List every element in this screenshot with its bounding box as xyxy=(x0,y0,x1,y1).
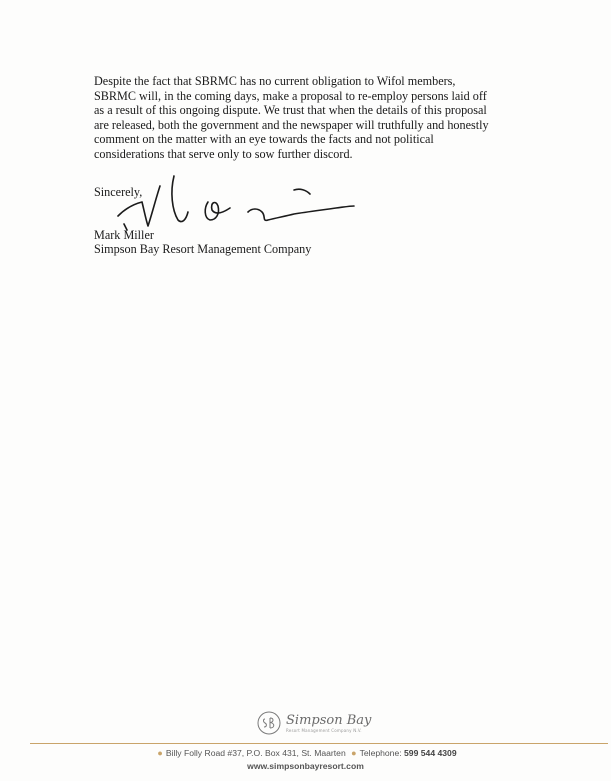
footer-address: Billy Folly Road #37, P.O. Box 431, St. Maarten xyxy=(165,748,346,758)
company-logo xyxy=(256,710,371,736)
footer-website: www.simpsonbayresort.com xyxy=(247,761,364,771)
sb-monogram-icon xyxy=(256,710,282,736)
bullet-icon: ● xyxy=(157,748,163,758)
signer-name: Mark Miller xyxy=(94,228,154,242)
telephone-number: 599 544 4309 xyxy=(404,748,457,758)
letter-body-paragraph: Despite the fact that SBRMC has no current obligation to Wifol members, SBRMC will, in the coming days, make a proposal to re-employ persons laid off as a result of this ongoing dispute. We trust that when the details of this proposal are released, both the government and the newspaper will truthfully and honestly comment on the matter with an eye towards the facts and not political considerations that serve only to sow further discord. xyxy=(94,74,489,161)
footer-address-line xyxy=(0,748,611,758)
logo-name: Simpson Bay xyxy=(286,712,372,728)
letter-closing: Sincerely, xyxy=(94,185,143,199)
footer-divider xyxy=(30,743,608,744)
bullet-icon: ● xyxy=(351,748,357,758)
signer-company: Simpson Bay Resort Management Company xyxy=(94,242,312,256)
telephone-label: Telephone: xyxy=(359,748,402,758)
logo-subtitle: Resort Management Company N.V. xyxy=(286,727,362,733)
